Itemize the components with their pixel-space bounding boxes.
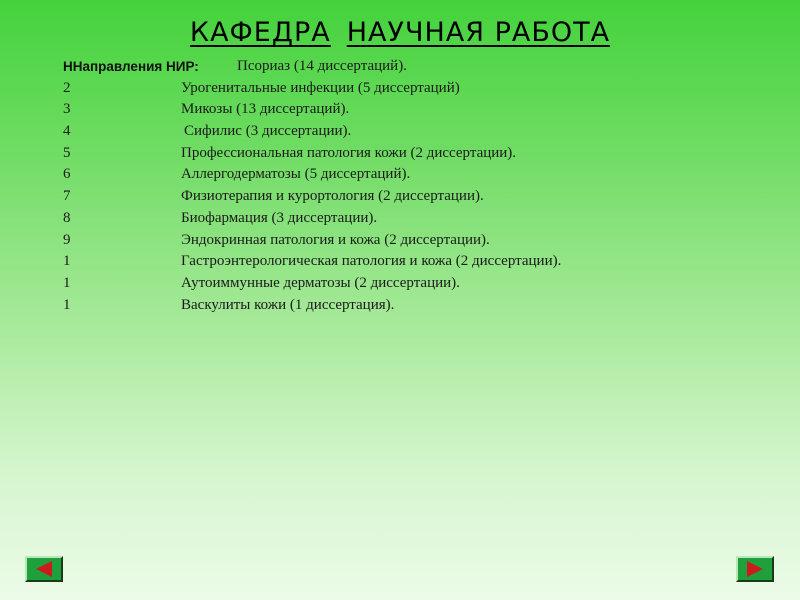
- list-item-number: 1: [63, 274, 71, 291]
- list-item: [63, 186, 783, 208]
- previous-slide-button[interactable]: [25, 556, 63, 582]
- list-item-number: 1: [63, 296, 71, 313]
- list-item-number: 1: [63, 253, 71, 270]
- list-item-number: 7: [63, 188, 71, 205]
- list-item-number: 4: [63, 123, 71, 140]
- list-item-number: 5: [63, 144, 71, 161]
- arrow-left-icon: [27, 558, 61, 580]
- list-item-text: Васкулиты кожи (1 диссертация).: [181, 296, 395, 313]
- list-item: [63, 251, 783, 273]
- list-item: [63, 230, 783, 252]
- list-item: [63, 164, 783, 186]
- list-item-text: Профессиональная патология кожи (2 диссертации).: [181, 144, 517, 161]
- list-item-text: Микозы (13 диссертаций).: [181, 101, 350, 118]
- list-item-text: Сифилис (3 диссертации).: [184, 123, 352, 140]
- list-item-text: Аутоиммунные дерматозы (2 диссертации).: [181, 274, 460, 291]
- list-item-number: ННаправления НИР:: [63, 59, 199, 74]
- list-item-number: 9: [63, 231, 71, 248]
- list-item: [63, 208, 783, 230]
- list-item-number: 2: [63, 79, 71, 96]
- list-item: [63, 143, 783, 165]
- list-item: [63, 295, 783, 317]
- title-part-kafedra: КАФЕДРА: [189, 17, 331, 48]
- title-part-nauchnaya-rabota: НАУЧНАЯ РАБОТА: [346, 17, 611, 48]
- list-item-text: Биофармация (3 диссертации).: [181, 209, 378, 226]
- research-directions-list: [63, 56, 783, 316]
- arrow-right-icon: [738, 558, 772, 580]
- list-item: [63, 78, 783, 100]
- list-item-text: Физиотерапия и курортология (2 диссертации).: [181, 188, 484, 205]
- list-item-number: 3: [63, 101, 71, 118]
- list-item-text: Гастроэнтерологическая патология и кожа (2 диссертации).: [181, 253, 562, 270]
- next-slide-button[interactable]: [736, 556, 774, 582]
- list-item-text: Эндокринная патология и кожа (2 диссертации).: [181, 231, 490, 248]
- list-item: [63, 56, 783, 78]
- list-item-number: 8: [63, 209, 71, 226]
- list-item-text: Урогенитальные инфекции (5 диссертаций): [181, 79, 460, 96]
- list-item: [63, 121, 783, 143]
- list-item-text: Аллергодерматозы (5 диссертаций).: [181, 166, 411, 183]
- list-item: [63, 99, 783, 121]
- list-item: [63, 273, 783, 295]
- list-item-number: 6: [63, 166, 71, 183]
- slide-title: [0, 17, 800, 48]
- list-item-text: Псориаз (14 диссертаций).: [237, 58, 407, 74]
